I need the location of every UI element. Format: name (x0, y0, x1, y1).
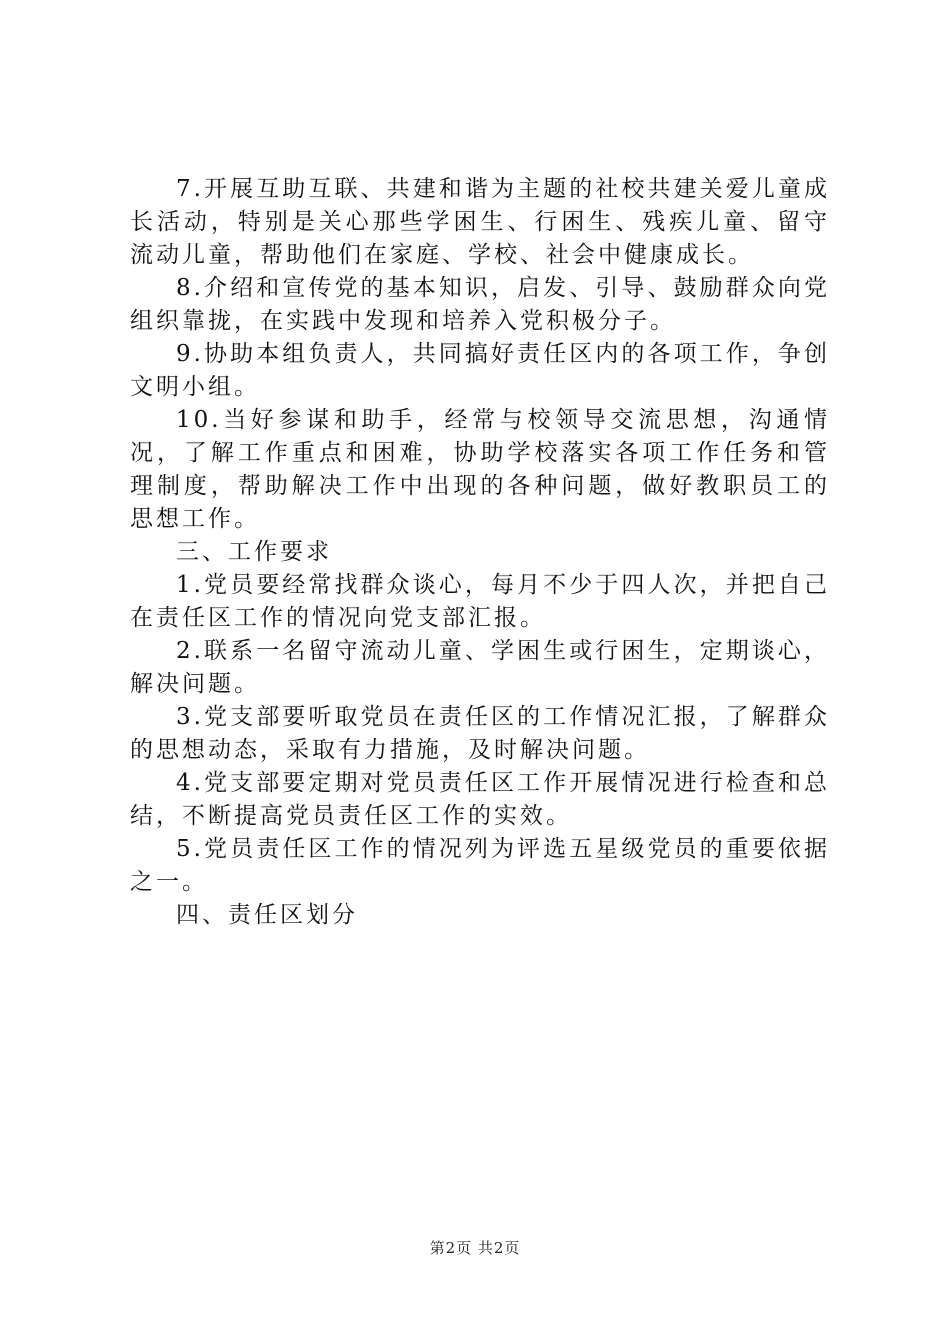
paragraph-item-7: 7.开展互助互联、共建和谐为主题的社校共建关爱儿童成长活动，特别是关心那些学困生、行困生、残疾儿童、留守流动儿童，帮助他们在家庭、学校、社会中健康成长。 (130, 176, 830, 268)
requirement-item-5: 5.党员责任区工作的情况列为评选五星级党员的重要依据之一。 (130, 836, 830, 895)
requirement-item-1: 1.党员要经常找群众谈心，每月不少于四人次，并把自己在责任区工作的情况向党支部汇报。 (130, 572, 830, 631)
requirement-item-2: 2.联系一名留守流动儿童、学困生或行困生，定期谈心，解决问题。 (130, 638, 830, 697)
paragraph-item-8: 8.介绍和宣传党的基本知识，启发、引导、鼓励群众向党组织靠拢，在实践中发现和培养入党积极分子。 (130, 275, 830, 334)
paragraph-item-9: 9.协助本组负责人，共同搞好责任区内的各项工作，争创文明小组。 (130, 341, 830, 400)
requirement-item-3: 3.党支部要听取党员在责任区的工作情况汇报，了解群众的思想动态，采取有力措施，及时解决问题。 (130, 704, 830, 763)
requirement-item-4: 4.党支部要定期对党员责任区工作开展情况进行检查和总结，不断提高党员责任区工作的实效。 (130, 770, 830, 829)
document-body (130, 173, 830, 932)
paragraph-item-10: 10.当好参谋和助手，经常与校领导交流思想，沟通情况，了解工作重点和困难，协助学校落实各项工作任务和管理制度，帮助解决工作中出现的各种问题，做好教职员工的思想工作。 (130, 407, 830, 532)
section-heading-work-requirements: 三、工作要求 (176, 539, 332, 565)
section-heading-area-division: 四、责任区划分 (176, 902, 358, 928)
page-number-footer: 第2页 共2页 (429, 1239, 521, 1257)
